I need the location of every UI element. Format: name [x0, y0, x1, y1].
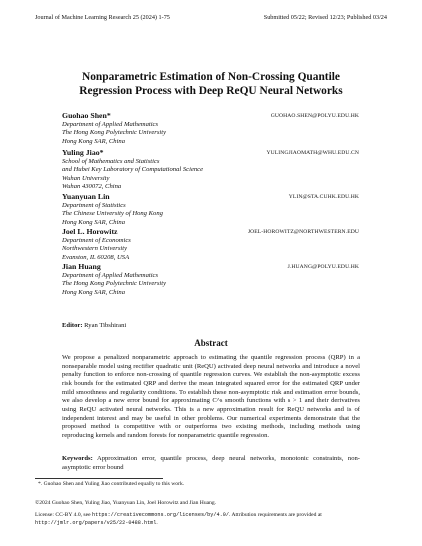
author-email[interactable]: JOEL-HOROWITZ@NORTHWESTERN.EDU	[247, 229, 359, 235]
author-affiliation-line: Department of Statistics	[62, 201, 126, 209]
author-affiliation-line: Hong Kong SAR, China	[62, 288, 126, 296]
author-block	[62, 193, 359, 227]
author-name: Joel L. Horowitz	[62, 227, 118, 236]
author-email[interactable]: GUOHAO.SHEN@POLYU.EDU.HK	[270, 113, 359, 119]
license-middle: . Attribution requirements are provided at	[228, 512, 322, 518]
author-block	[62, 149, 359, 192]
author-affiliation-line: Hong Kong SAR, China	[62, 137, 126, 145]
license-notice	[35, 511, 387, 527]
copyright-notice: ©2024 Guohao Shen, Yuling Jiao, Yuanyuan Lin, Joel Horowitz and Jian Huang.	[35, 500, 217, 506]
editor-name: Ryan Tibshirani	[84, 322, 127, 329]
keywords-label: Keywords:	[62, 455, 93, 462]
author-affiliation-line: Hong Kong SAR, China	[62, 218, 126, 226]
author-email[interactable]: YULINGJIAOMATH@WHU.EDU.CN	[266, 150, 359, 156]
author-email[interactable]: J.HUANG@POLYU.EDU.HK	[287, 264, 359, 270]
author-affiliation-line: Wuhan University	[62, 174, 110, 182]
author-affiliation-line: The Hong Kong Polytechnic University	[62, 129, 167, 137]
paper-title	[40, 70, 382, 98]
journal-citation: Journal of Machine Learning Research 25 (2024) 1-75	[35, 14, 170, 21]
license-prefix: License: CC-BY 4.0, see	[35, 512, 91, 518]
author-block	[62, 112, 359, 146]
author-name: Yuanyuan Lin	[62, 192, 110, 201]
abstract-heading: Abstract	[194, 338, 228, 348]
license-suffix: .	[156, 520, 158, 526]
keywords-text: Approximation error, quantile process, deep neural networks, monotonic constraints, non-asymptotic error bound	[62, 455, 360, 471]
author-affiliation-line: The Chinese University of Hong Kong	[62, 210, 163, 218]
author-affiliation-line: and Hubei Key Laboratory of Computational Science	[62, 166, 204, 174]
author-email[interactable]: YLIN@STA.CUHK.EDU.HK	[288, 194, 359, 200]
author-affiliation-line: School of Mathematics and Statistics	[62, 157, 160, 165]
title-line-2: Regression Process with Deep ReQU Neural Networks	[79, 85, 343, 97]
author-affiliation-line: The Hong Kong Polytechnic University	[62, 280, 167, 288]
author-affiliation-line: Department of Economics	[62, 236, 131, 244]
editor-line	[62, 322, 126, 329]
author-affiliation-line: Evanston, IL 60208, USA	[62, 253, 130, 261]
running-header	[35, 14, 387, 22]
author-name: Jian Huang	[62, 262, 101, 271]
author-affiliation-line: Department of Applied Mathematics	[62, 120, 159, 128]
footnote: *. Guohao Shen and Yuling Jiao contributed equally to this work.	[38, 481, 185, 487]
author-block	[62, 228, 359, 262]
license-link[interactable]: https://creativecommons.org/licenses/by/4.0/	[91, 512, 229, 518]
paper-link[interactable]: http://jmlr.org/papers/v25/22-0488.html	[35, 520, 157, 526]
author-name: Yuling Jiao*	[62, 148, 104, 157]
author-affiliation-line: Northwestern University	[62, 245, 128, 253]
submission-dates: Submitted 05/22; Revised 12/23; Published 03/24	[263, 14, 387, 21]
keywords-line	[62, 455, 360, 472]
author-affiliation-line: Department of Applied Mathematics	[62, 271, 159, 279]
author-affiliation-line: Wuhan 430072, China	[62, 183, 122, 191]
footnote-rule	[35, 478, 163, 479]
author-block	[62, 263, 359, 297]
editor-label: Editor:	[62, 322, 83, 329]
title-line-1: Nonparametric Estimation of Non-Crossing Quantile	[82, 71, 340, 83]
author-name: Guohao Shen*	[62, 111, 111, 120]
abstract-text: We propose a penalized nonparametric approach to estimating the quantile regression process (QRP) in a nonseparable model using rectifier quadratic unit (ReQU) activated deep neural networks and introduce a novel penalty function to enforce non-crossing of quantile regression curves. We establish the non-asymptotic excess risk bounds for the estimated QRP and derive the mean integrated squared error for the estimated QRP under mild smoothness and regularity conditions. To establish these non-asymptotic risk and estimation error bounds, we also develop a new error bound for approximating C^s smooth functions with s > 1 and their derivatives using ReQU activated neural networks. This is a new approximation result for ReQU networks and is of independent interest and may be useful in other problems. Our numerical experiments demonstrate that the proposed method is competitive with or outperforms two existing methods, including methods using reproducing kernels and random forests for nonparametric quantile regression.	[62, 354, 360, 439]
